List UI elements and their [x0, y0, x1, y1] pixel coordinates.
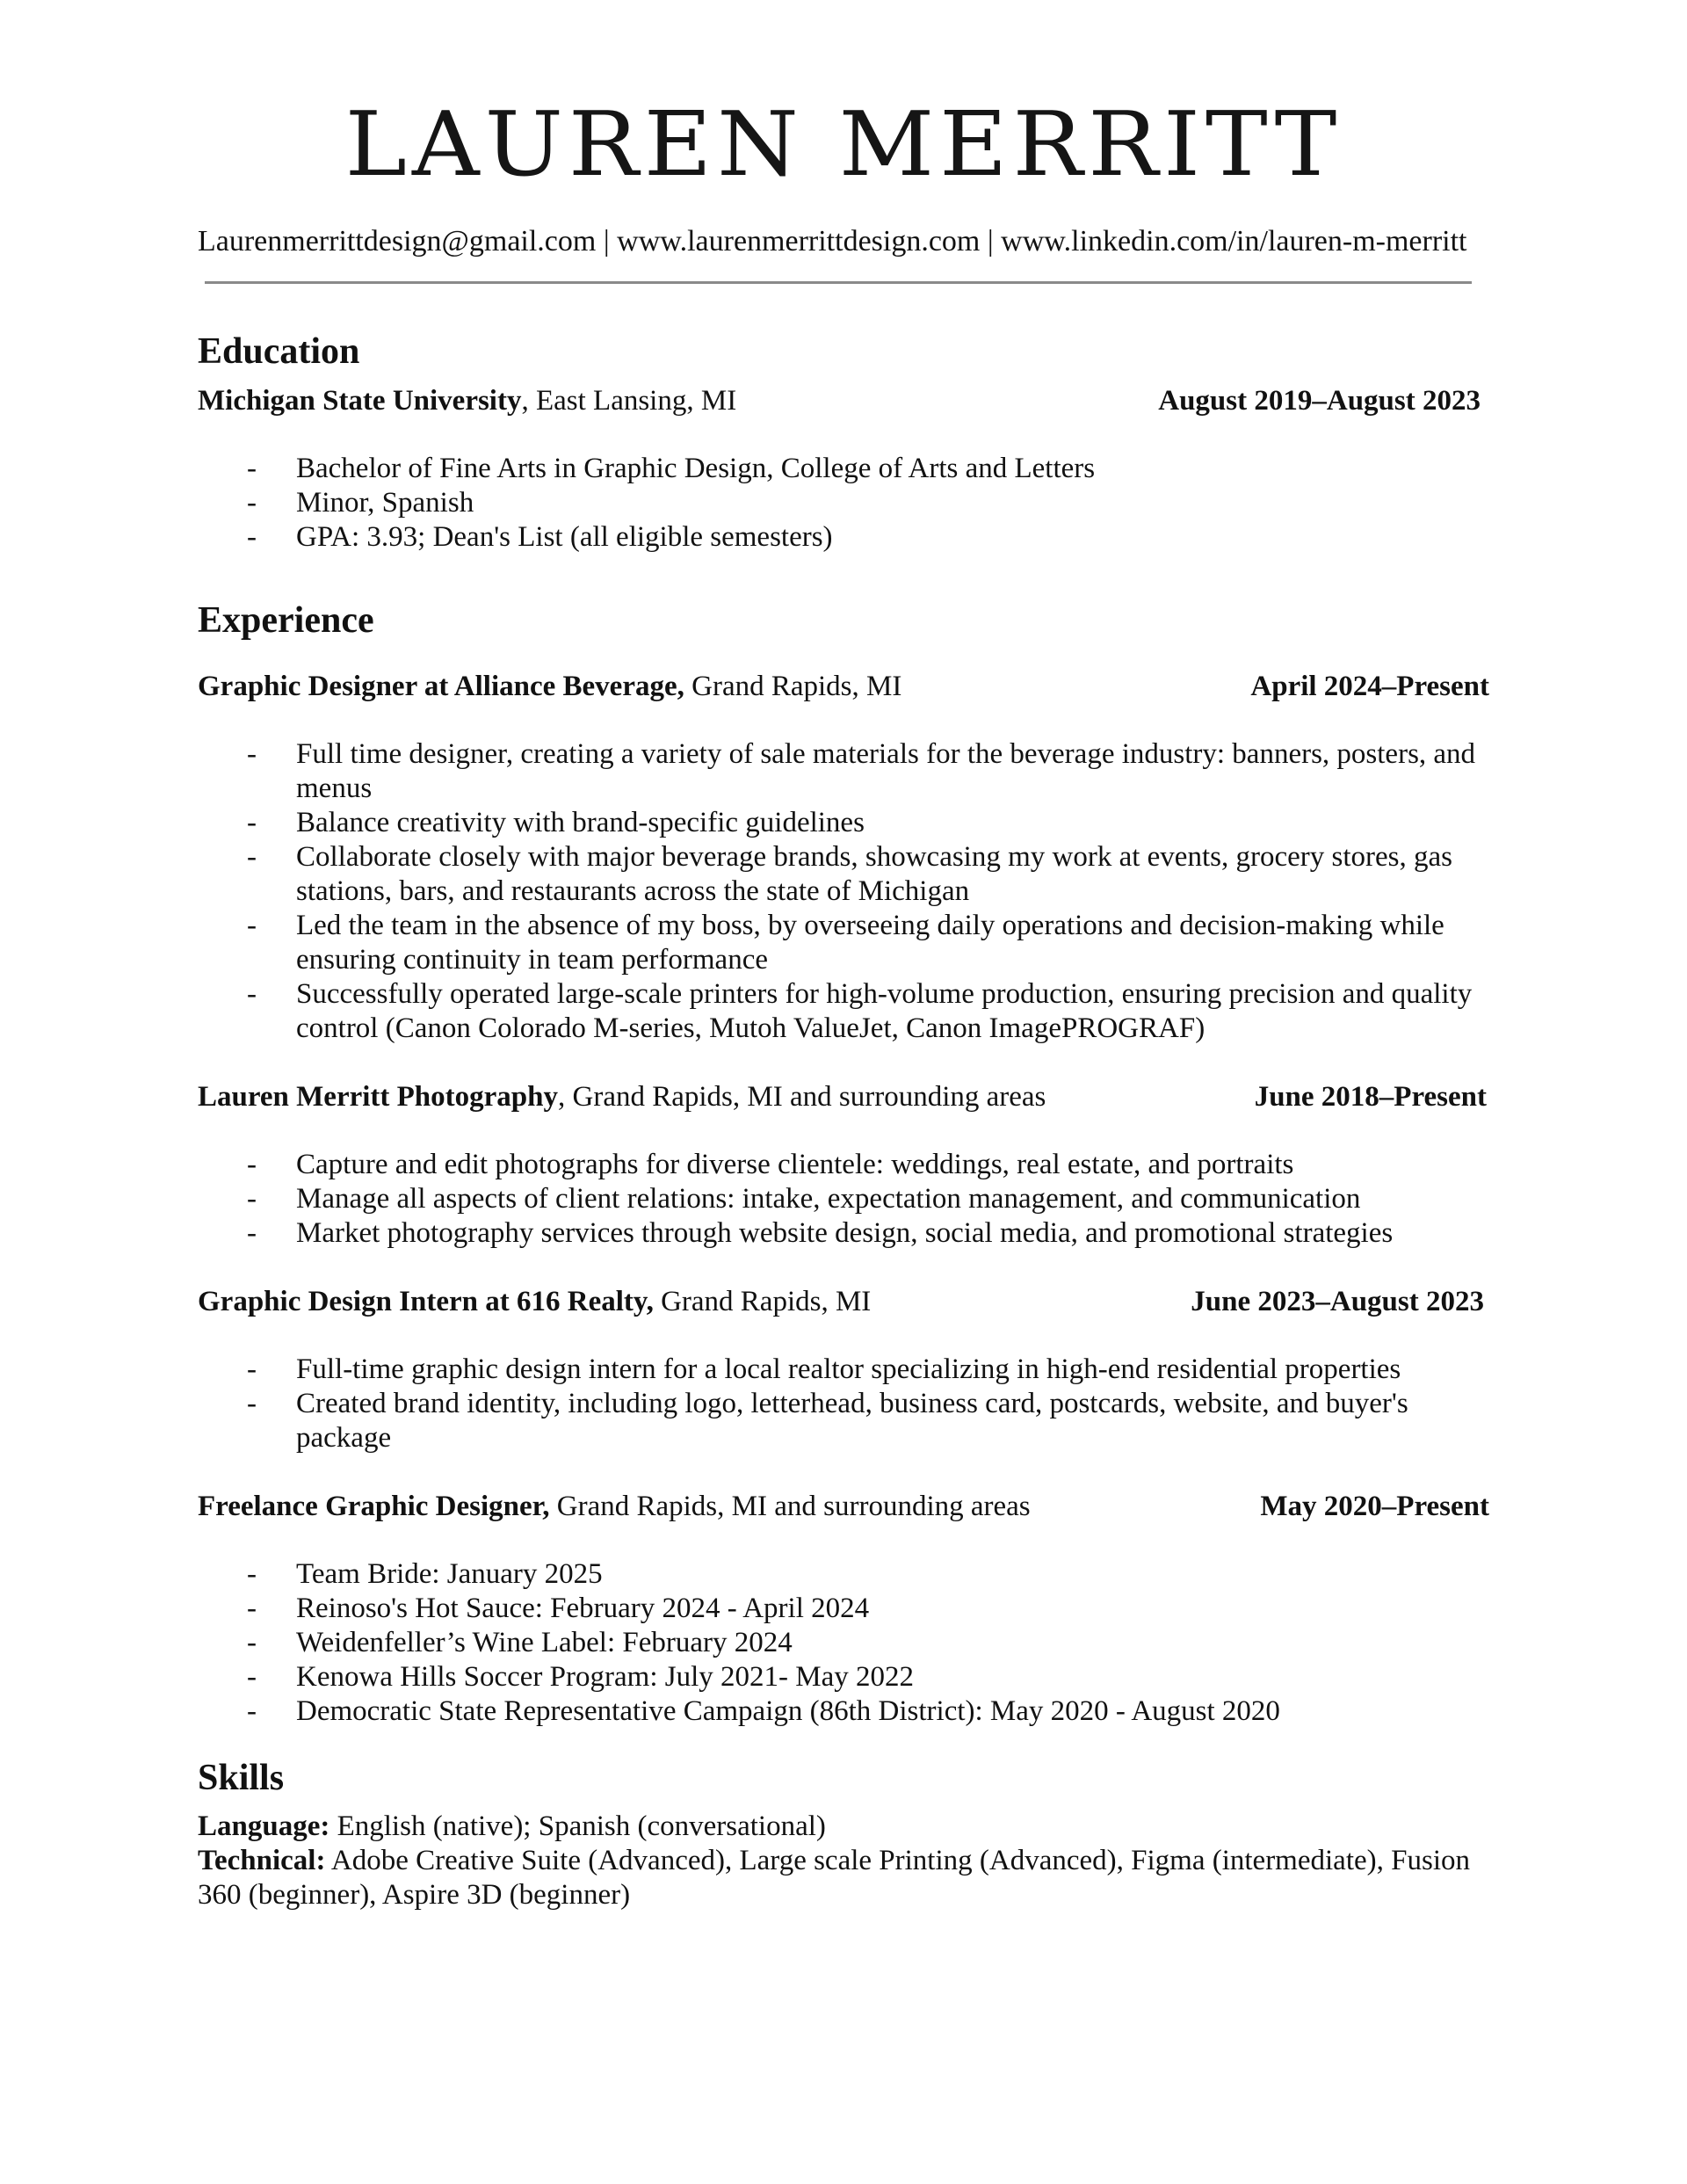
list-item: - Kenowa Hills Soccer Program: July 2021- May 2022 — [198, 1660, 1489, 1694]
job-dates: June 2018–Present — [1254, 1081, 1487, 1113]
list-item: - Market photography services through website design, social media, and promotional strategies — [198, 1216, 1489, 1251]
contact-line: Laurenmerrittdesign@gmail.com | www.laurenmerrittdesign.com | www.linkedin.com/in/lauren-m-merritt — [198, 225, 1467, 258]
skills-language-value: English (native); Spanish (conversational) — [329, 1810, 826, 1842]
job-location: Grand Rapids, MI and surrounding areas — [549, 1491, 1031, 1522]
list-item: - Minor, Spanish — [198, 486, 1489, 520]
list-item: - Reinoso's Hot Sauce: February 2024 - April 2024 — [198, 1592, 1489, 1626]
list-item: - Created brand identity, including logo, letterhead, business card, postcards, website, and buyer's package — [198, 1387, 1489, 1455]
job-title-line — [198, 1079, 1046, 1114]
job-header-alliance — [198, 669, 1489, 704]
education-bullets — [198, 452, 1489, 555]
job-bullets-freelance — [198, 1557, 1489, 1729]
job-title: Freelance Graphic Designer, — [198, 1491, 550, 1522]
list-item: - Led the team in the absence of my boss, by overseeing daily operations and decision-making while ensuring continuity in team performance — [198, 909, 1489, 977]
job-header-photography — [198, 1079, 1489, 1114]
skills-language-label: Language: — [198, 1810, 330, 1842]
list-item: - GPA: 3.93; Dean's List (all eligible semesters) — [198, 520, 1489, 555]
experience-heading: Experience — [198, 600, 374, 641]
skills-technical-label: Technical: — [198, 1845, 326, 1876]
education-section — [198, 325, 1489, 555]
list-item: - Team Bride: January 2025 — [198, 1557, 1489, 1592]
experience-section — [198, 594, 1489, 1729]
education-heading: Education — [198, 331, 360, 372]
job-header-freelance — [198, 1489, 1489, 1524]
list-item: - Balance creativity with brand-specific guidelines — [198, 806, 1489, 840]
list-item: - Successfully operated large-scale printers for high-volume production, ensuring precision and quality control (Canon Colorado M-series, Mutoh ValueJet, Canon ImagePROGRAF) — [198, 977, 1489, 1046]
job-header-616-realty — [198, 1284, 1489, 1319]
skills-heading: Skills — [198, 1758, 285, 1798]
list-item: - Collaborate closely with major beverage brands, showcasing my work at events, grocery stores, gas stations, bars, and restaurants across the state of Michigan — [198, 840, 1489, 909]
education-entry-header — [198, 383, 1489, 418]
job-title: Graphic Designer at Alliance Beverage, — [198, 671, 684, 702]
education-entry-title — [198, 383, 736, 418]
list-item: - Bachelor of Fine Arts in Graphic Design, College of Arts and Letters — [198, 452, 1489, 486]
header-divider — [205, 281, 1472, 284]
list-item: - Manage all aspects of client relations: intake, expectation management, and communication — [198, 1182, 1489, 1216]
skills-technical — [198, 1844, 1489, 1912]
job-dates: May 2020–Present — [1260, 1491, 1489, 1522]
list-item: - Capture and edit photographs for diverse clientele: weddings, real estate, and portraits — [198, 1148, 1489, 1182]
list-item: - Full time designer, creating a variety of sale materials for the beverage industry: banners, posters, and menus — [198, 737, 1489, 806]
job-location: , Grand Rapids, MI and surrounding areas — [558, 1081, 1046, 1113]
resume-body — [198, 325, 1489, 1912]
school-location: , East Lansing, MI — [521, 385, 737, 417]
skills-language — [198, 1810, 1489, 1844]
education-dates: August 2019–August 2023 — [1158, 385, 1481, 417]
school-name: Michigan State University — [198, 385, 522, 417]
list-item: - Democratic State Representative Campaign (86th District): May 2020 - August 2020 — [198, 1694, 1489, 1729]
job-title-line — [198, 1284, 871, 1319]
skills-technical-value: Adobe Creative Suite (Advanced), Large scale Printing (Advanced), Figma (intermediate), Fusion 360 (beginner), Aspire 3D (beginner) — [198, 1845, 1470, 1911]
list-item: - Weidenfeller’s Wine Label: February 2024 — [198, 1626, 1489, 1660]
job-title: Graphic Design Intern at 616 Realty, — [198, 1286, 654, 1317]
candidate-name: LAUREN MERRITT — [344, 93, 1343, 196]
job-title-line — [198, 669, 901, 704]
list-item: - Full-time graphic design intern for a local realtor specializing in high-end residential properties — [198, 1353, 1489, 1387]
job-dates: April 2024–Present — [1250, 671, 1489, 702]
job-location: Grand Rapids, MI — [653, 1286, 872, 1317]
job-dates: June 2023–August 2023 — [1191, 1286, 1484, 1317]
job-bullets-alliance — [198, 737, 1489, 1046]
skills-section — [198, 1752, 1489, 1912]
job-location: Grand Rapids, MI — [684, 671, 902, 702]
job-bullets-photography — [198, 1148, 1489, 1251]
job-title: Lauren Merritt Photography — [198, 1081, 559, 1113]
job-bullets-616-realty — [198, 1353, 1489, 1455]
job-title-line — [198, 1489, 1031, 1524]
